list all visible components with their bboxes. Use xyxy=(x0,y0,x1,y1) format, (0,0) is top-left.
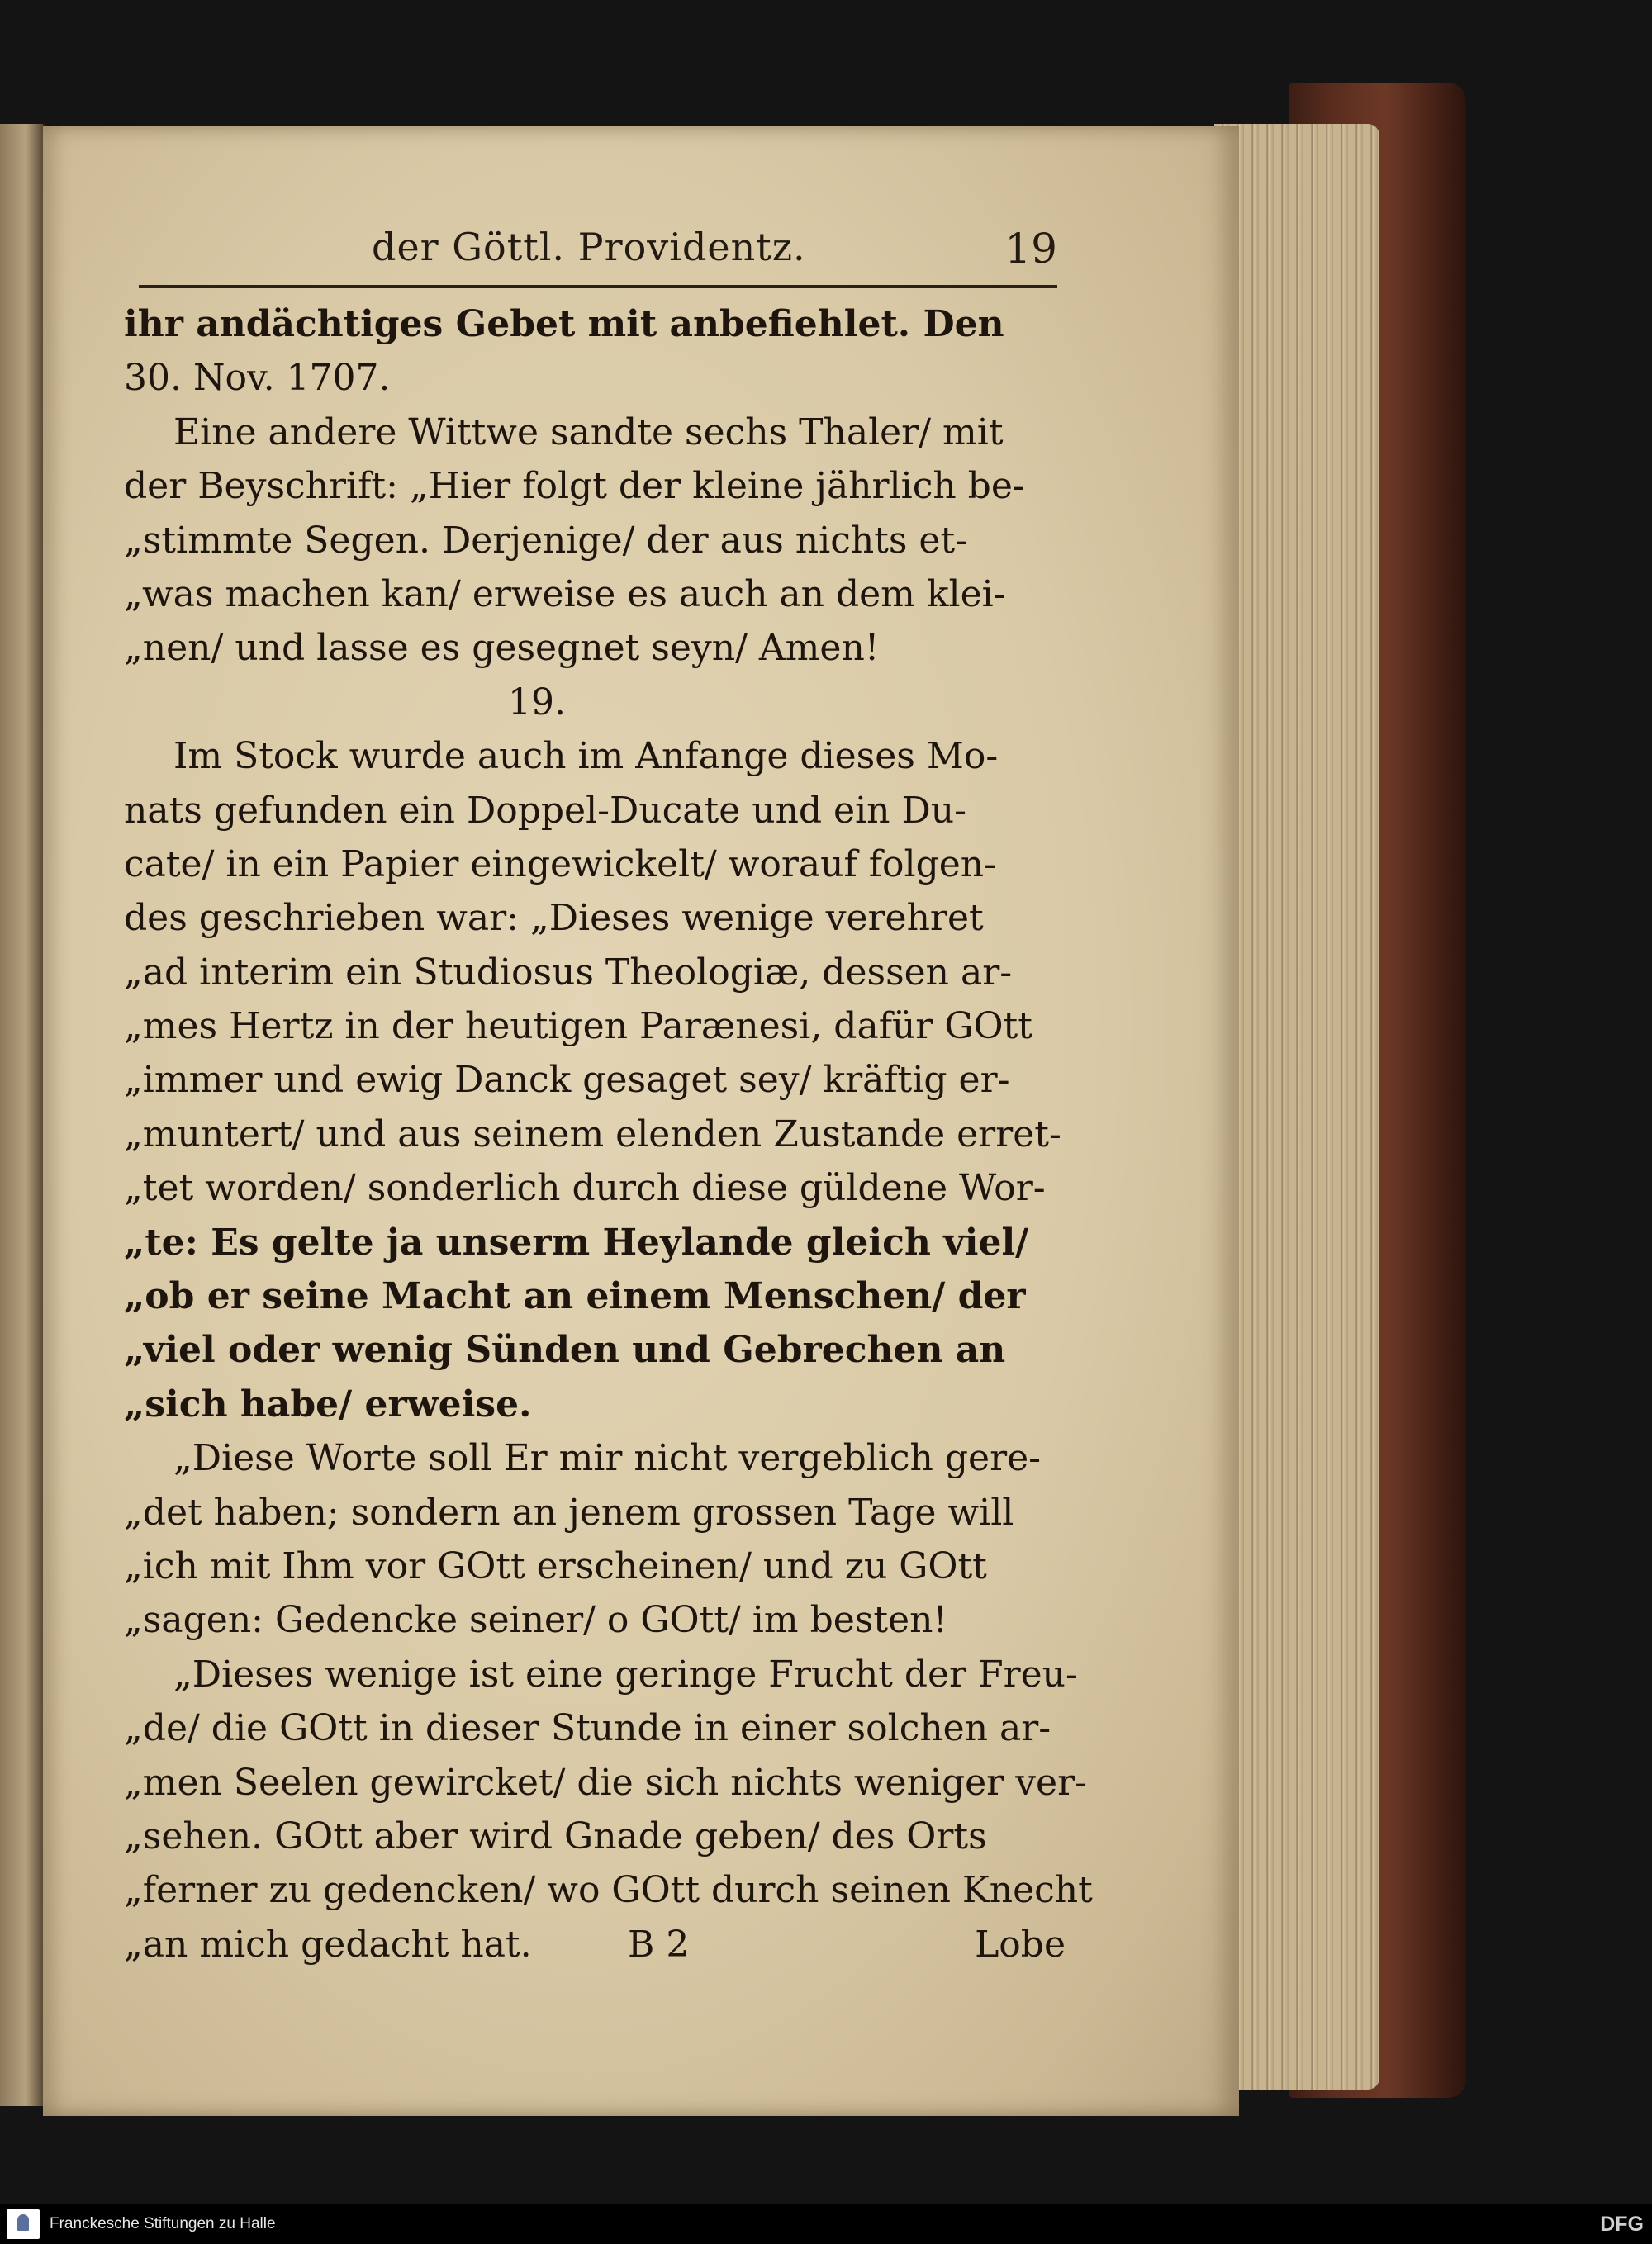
text-line: Im Stock wurde auch im Anfange dieses Mo- xyxy=(173,735,999,778)
catchword: Lobe xyxy=(975,1923,1066,1966)
text-line: „det haben; sondern an jenem grossen Tage will xyxy=(124,1491,1014,1534)
text-line: „men Seelen gewircket/ die sich nichts weniger ver- xyxy=(124,1761,1087,1804)
text-line: „ad interim ein Studiosus Theologiæ, dessen ar- xyxy=(124,951,1013,994)
text-line: Eine andere Wittwe sandte sechs Thaler/ mit xyxy=(173,410,1004,453)
page-text xyxy=(124,297,1093,1971)
text-line: „tet worden/ sonderlich durch diese güldene Wor- xyxy=(124,1167,1046,1210)
text-line: „viel oder wenig Sünden und Gebrechen an xyxy=(124,1329,1006,1372)
text-line: „ich mit Ihm vor GOtt erscheinen/ und zu GOtt xyxy=(124,1544,987,1587)
header-rule xyxy=(139,285,1057,288)
text-line: „sich habe/ erweise. xyxy=(124,1383,532,1426)
text-line: 30. Nov. 1707. xyxy=(124,357,391,400)
footer-bar xyxy=(0,2204,1652,2244)
text-line: „muntert/ und aus seinem elenden Zustande erret- xyxy=(124,1113,1061,1155)
page-number: 19 xyxy=(1004,225,1057,273)
dfg-logo: DFG xyxy=(1600,2213,1644,2236)
text-line: „de/ die GOtt in dieser Stunde in einer solchen ar- xyxy=(124,1707,1051,1750)
section-number: 19. xyxy=(508,681,566,723)
text-line: „Diese Worte soll Er mir nicht vergeblich gere- xyxy=(173,1437,1042,1480)
text-line: „te: Es gelte ja unserm Heylande gleich viel/ xyxy=(124,1221,1029,1264)
running-head xyxy=(330,221,1057,279)
text-line: der Beyschrift: „Hier folgt der kleine jährlich be- xyxy=(124,465,1025,508)
institution-logo-icon xyxy=(7,2209,40,2239)
text-line: „ferner zu gedencken/ wo GOtt durch seinen Knecht xyxy=(124,1869,1093,1912)
text-line: des geschrieben war: „Dieses wenige verehret xyxy=(124,897,984,940)
text-line: „was machen kan/ erweise es auch an dem klei- xyxy=(124,572,1006,615)
text-line: cate/ in ein Papier eingewickelt/ worauf folgen- xyxy=(124,842,996,885)
text-line: „stimmte Segen. Derjenige/ der aus nichts et- xyxy=(124,519,968,562)
text-line: „Dieses wenige ist eine geringe Frucht der Freu- xyxy=(173,1653,1078,1696)
text-line: „immer und ewig Danck gesaget sey/ kräftig er- xyxy=(124,1059,1010,1102)
signature-mark: B 2 xyxy=(628,1923,690,1966)
text-line: ihr andächtiges Gebet mit anbefiehlet. Den xyxy=(124,303,1004,345)
text-line: „sagen: Gedencke seiner/ o GOtt/ im besten! xyxy=(124,1599,948,1642)
institution-name: Franckesche Stiftungen zu Halle xyxy=(50,2215,276,2232)
text-line: nats gefunden ein Doppel-Ducate und ein Du- xyxy=(124,789,966,832)
page-block-edges xyxy=(1214,124,1379,2090)
text-line: „nen/ und lasse es gesegnet seyn/ Amen! xyxy=(124,627,880,670)
facing-page-edge xyxy=(0,124,45,2106)
text-line: „ob er seine Macht an einem Menschen/ der xyxy=(124,1275,1026,1318)
text-line: „an mich gedacht hat. xyxy=(124,1923,532,1966)
text-line: „mes Hertz in der heutigen Parænesi, dafür GOtt xyxy=(124,1005,1032,1048)
running-head-title: der Göttl. Providentz. xyxy=(372,225,806,269)
text-line: „sehen. GOtt aber wird Gnade geben/ des Orts xyxy=(124,1815,987,1857)
last-line xyxy=(124,1918,1066,1971)
